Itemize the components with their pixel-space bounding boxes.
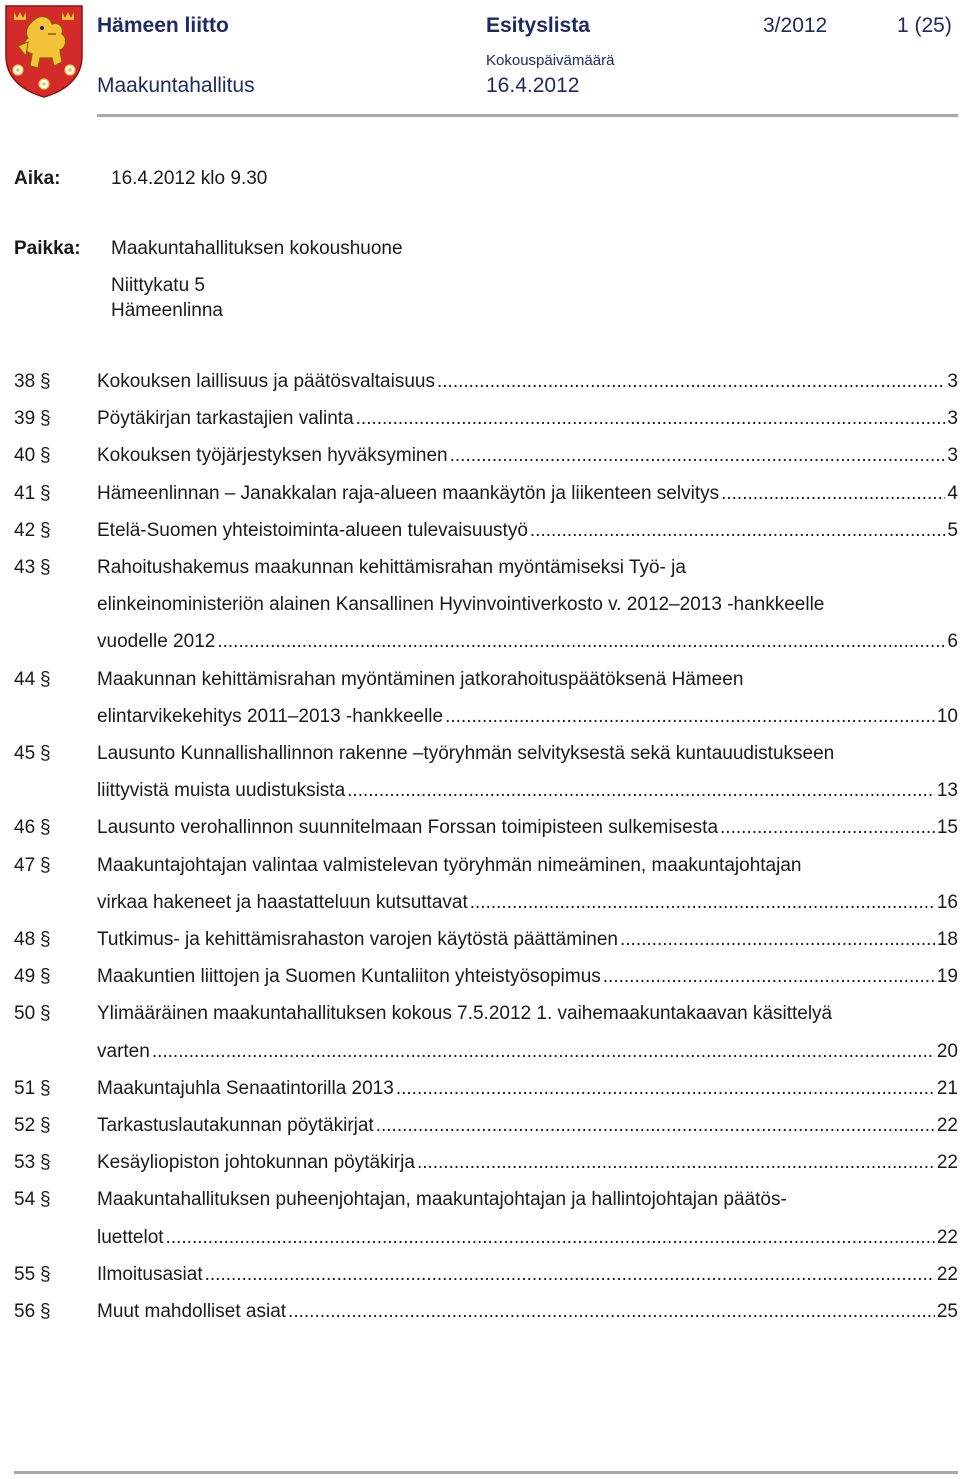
agenda-item-title: Ilmoitusasiat	[97, 1263, 203, 1285]
dot-leader	[417, 1144, 935, 1181]
dot-leader	[530, 512, 946, 549]
agenda-item-title: virkaa hakeneet ja haastatteluun kutsuttavat	[97, 891, 468, 913]
agenda-item-number: 50	[14, 1003, 36, 1025]
agenda-item-title: Tarkastuslautakunnan pöytäkirjat	[97, 1115, 374, 1137]
agenda-item-page: 15	[936, 817, 958, 839]
dot-leader	[620, 921, 935, 958]
agenda-item[interactable]	[14, 847, 958, 921]
dot-leader	[396, 1070, 935, 1107]
coat-of-arms-logo	[4, 4, 84, 98]
agenda-item-number: 46	[14, 817, 36, 839]
section-sign: §	[40, 445, 51, 467]
agenda-item-number: 49	[14, 966, 36, 988]
agenda-item[interactable]	[14, 958, 958, 995]
place-city: Hämeenlinna	[111, 300, 223, 321]
time-label: Aika:	[14, 168, 61, 189]
footer-divider	[14, 1471, 958, 1474]
agenda-item-number: 53	[14, 1152, 36, 1174]
agenda-item[interactable]	[14, 1144, 958, 1181]
header-divider	[97, 114, 958, 117]
agenda-item-page: 22	[936, 1115, 958, 1137]
agenda-item-number: 39	[14, 408, 36, 430]
agenda-item-title-line: Maakunnan kehittämisrahan myöntäminen jatkorahoituspäätöksenä Hämeen	[97, 668, 744, 690]
section-sign: §	[40, 371, 51, 392]
agenda-item-title: Lausunto verohallinnon suunnitelmaan Forssan toimipisteen sulkemisesta	[97, 817, 719, 839]
agenda-item-title: liittyvistä muista uudistuksista	[97, 780, 346, 802]
agenda-item-page: 3	[947, 371, 958, 392]
dot-leader	[166, 1219, 935, 1256]
agenda-item-page: 5	[947, 519, 958, 541]
dot-leader	[437, 363, 945, 400]
agenda-item-title: Maakuntajuhla Senaatintorilla 2013	[97, 1077, 394, 1099]
agenda-item-title: Kokouksen työjärjestyksen hyväksyminen	[97, 445, 448, 467]
agenda-item-number: 45	[14, 743, 36, 765]
agenda-item[interactable]	[14, 1107, 958, 1144]
agenda-item-page: 13	[936, 780, 958, 802]
agenda-item-title-line: Ylimääräinen maakuntahallituksen kokous 7.5.2012 1. vaihemaakuntakaavan käsittelyä	[97, 1003, 833, 1025]
dot-leader	[356, 400, 946, 437]
agenda-item[interactable]	[14, 995, 958, 1069]
agenda-item-number: 47	[14, 854, 36, 876]
document-number: 3/2012	[763, 14, 828, 37]
agenda-item-page: 25	[936, 1301, 958, 1323]
agenda-item-title: Hämeenlinnan – Janakkalan raja-alueen maankäytön ja liikenteen selvitys	[97, 482, 720, 504]
agenda-item[interactable]	[14, 475, 958, 512]
agenda-item-title: Muut mahdolliset asiat	[97, 1301, 287, 1323]
agenda-item-page: 22	[936, 1152, 958, 1174]
agenda-item-title-line: Rahoitushakemus maakunnan kehittämisrahan myöntämiseksi Työ- ja	[97, 557, 686, 579]
section-sign: §	[40, 1003, 51, 1025]
agenda-item-page: 16	[936, 891, 958, 913]
agenda-item-page: 22	[936, 1226, 958, 1248]
dot-leader	[470, 884, 935, 921]
place-label: Paikka:	[14, 238, 81, 259]
section-sign: §	[40, 854, 51, 876]
dot-leader	[445, 698, 935, 735]
agenda-item-number: 54	[14, 1189, 36, 1211]
page-count: 1 (25)	[897, 14, 952, 37]
agenda-item[interactable]	[14, 1293, 958, 1330]
dot-leader	[603, 958, 935, 995]
agenda-item-title: Maakuntien liittojen ja Suomen Kuntaliiton yhteistyösopimus	[97, 966, 601, 988]
section-sign: §	[40, 743, 51, 765]
agenda-item-number: 38	[14, 371, 36, 392]
agenda-item-number: 42	[14, 519, 36, 541]
section-sign: §	[40, 1152, 51, 1174]
agenda-item[interactable]	[14, 549, 958, 661]
place-room: Maakuntahallituksen kokoushuone	[111, 238, 403, 259]
agenda-item-page: 4	[947, 482, 958, 504]
section-sign: §	[40, 1189, 51, 1211]
agenda-item-title: elintarvikekehitys 2011–2013 -hankkeelle	[97, 705, 444, 727]
agenda-item-number: 56	[14, 1301, 36, 1323]
agenda-item[interactable]	[14, 363, 958, 400]
agenda-item[interactable]	[14, 921, 958, 958]
section-sign: §	[40, 519, 51, 541]
agenda-item-page: 6	[947, 631, 958, 653]
section-sign: §	[40, 408, 51, 430]
agenda-item-title-line: Lausunto Kunnallishallinnon rakenne –työryhmän selvityksestä sekä kuntauudistukseen	[97, 743, 835, 765]
agenda-item-number: 43	[14, 557, 36, 579]
dot-leader	[152, 1033, 935, 1070]
section-sign: §	[40, 557, 51, 579]
agenda-item[interactable]	[14, 1181, 958, 1255]
agenda-item-number: 48	[14, 929, 36, 951]
dot-leader	[288, 1293, 935, 1330]
agenda-item-title: Kokouksen laillisuus ja päätösvaltaisuus	[97, 371, 435, 392]
department-name: Maakuntahallitus	[97, 74, 255, 97]
agenda-item-page: 19	[936, 966, 958, 988]
agenda-item[interactable]	[14, 437, 958, 474]
time-value: 16.4.2012 klo 9.30	[111, 168, 268, 189]
agenda-item-number: 40	[14, 445, 36, 467]
place-street: Niittykatu 5	[111, 275, 205, 296]
dot-leader	[720, 809, 935, 846]
agenda-item-page: 10	[936, 705, 958, 727]
section-sign: §	[40, 668, 51, 690]
agenda-item-number: 44	[14, 668, 36, 690]
dot-leader	[347, 772, 935, 809]
agenda-table-of-contents	[14, 363, 958, 1330]
agenda-item[interactable]	[14, 1070, 958, 1107]
agenda-item-title: Tutkimus- ja kehittämisrahaston varojen käytöstä päättäminen	[97, 929, 618, 951]
agenda-item-title: Kesäyliopiston johtokunnan pöytäkirja	[97, 1152, 415, 1174]
dot-leader	[450, 437, 946, 474]
organization-name: Hämeen liitto	[97, 14, 229, 37]
agenda-item-page: 22	[936, 1263, 958, 1285]
dot-leader	[217, 623, 945, 660]
section-sign: §	[40, 1077, 51, 1099]
agenda-item[interactable]	[14, 735, 958, 809]
agenda-item-title-line: Maakuntajohtajan valintaa valmistelevan työryhmän nimeäminen, maakuntajohtajan	[97, 854, 802, 876]
meeting-date-label: Kokouspäivämäärä	[486, 52, 615, 69]
section-sign: §	[40, 966, 51, 988]
dot-leader	[376, 1107, 935, 1144]
section-sign: §	[40, 1301, 51, 1323]
agenda-item-title: vuodelle 2012	[97, 631, 216, 653]
section-sign: §	[40, 482, 51, 504]
agenda-item[interactable]	[14, 1256, 958, 1293]
agenda-item-title: varten	[97, 1040, 150, 1062]
agenda-item-page: 18	[936, 929, 958, 951]
agenda-item[interactable]	[14, 400, 958, 437]
agenda-item-title-line: elinkeinoministeriön alainen Kansallinen Hyvinvointiverkosto v. 2012–2013 -hankkeelle	[97, 594, 825, 616]
agenda-item-title-line: Maakuntahallituksen puheenjohtajan, maakuntajohtajan ja hallintojohtajan päätös-	[97, 1189, 787, 1211]
agenda-item-title: Pöytäkirjan tarkastajien valinta	[97, 408, 354, 430]
agenda-item[interactable]	[14, 661, 958, 735]
agenda-item-number: 41	[14, 482, 36, 504]
agenda-item-page: 20	[936, 1040, 958, 1062]
agenda-item-page: 3	[947, 408, 958, 430]
agenda-item-title: Etelä-Suomen yhteistoiminta-alueen tulevaisuustyö	[97, 519, 528, 541]
agenda-item-title: luettelot	[97, 1226, 164, 1248]
agenda-item-page: 21	[936, 1077, 958, 1099]
agenda-item-number: 52	[14, 1115, 36, 1137]
agenda-item-page: 3	[947, 445, 958, 467]
meeting-date: 16.4.2012	[486, 74, 580, 97]
agenda-item-number: 51	[14, 1077, 36, 1099]
dot-leader	[205, 1256, 935, 1293]
section-sign: §	[40, 929, 51, 951]
dot-leader	[721, 475, 945, 512]
section-sign: §	[40, 1115, 51, 1137]
section-sign: §	[40, 1263, 51, 1285]
section-sign: §	[40, 817, 51, 839]
agenda-item[interactable]	[14, 512, 958, 549]
agenda-item-number: 55	[14, 1263, 36, 1285]
agenda-item[interactable]	[14, 809, 958, 846]
document-type: Esityslista	[486, 14, 590, 37]
